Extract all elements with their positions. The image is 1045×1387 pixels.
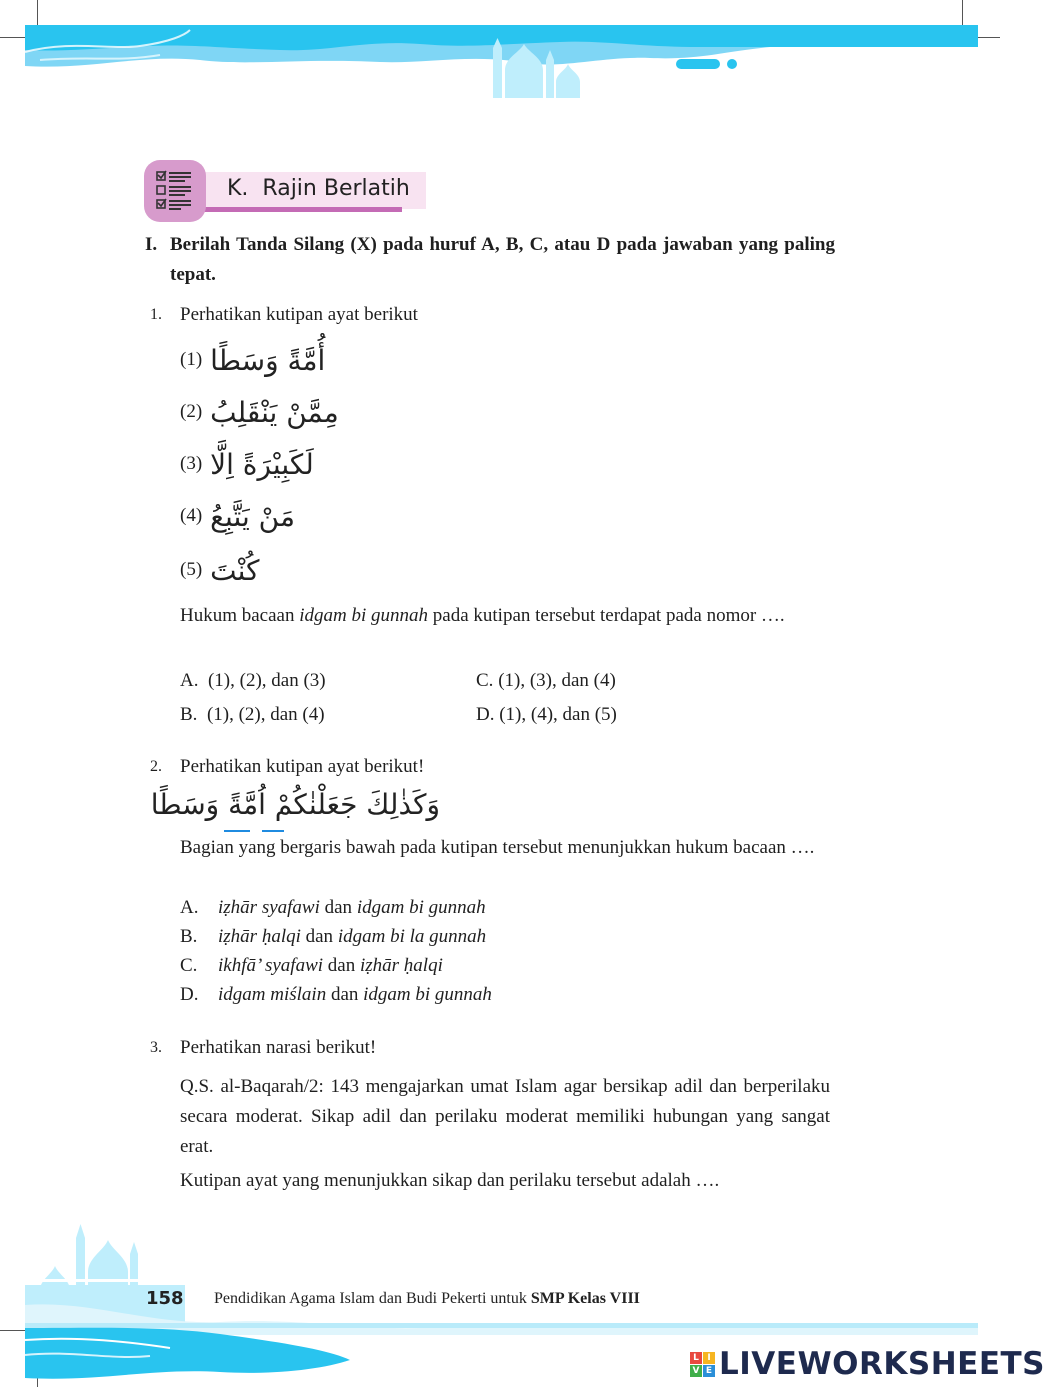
brand-logo-icon: L I V E	[690, 1352, 715, 1377]
pill-decoration	[676, 59, 720, 69]
verse-label: (5)	[180, 559, 203, 580]
underline-mark	[224, 830, 250, 832]
question-prompt: Perhatikan kutipan ayat berikut	[180, 304, 418, 325]
term-italic: idgam bi gunnah	[299, 605, 429, 626]
verse-item	[180, 340, 325, 380]
verse-arabic: مِمَّنْ يَنْقَلِبُ	[210, 395, 339, 429]
answer-option[interactable]: C. ikhfā’ syafawi dan iẓhār ḥalqi	[180, 955, 443, 976]
verse-arabic: مَنْ يَتَّبِعُ	[210, 499, 295, 533]
question-number: 1.	[150, 306, 162, 323]
verse-label: (3)	[180, 453, 203, 474]
verse-item	[180, 392, 339, 432]
verse-arabic: أُمَّةً وَسَطًا	[210, 343, 326, 377]
underline-mark	[262, 830, 284, 832]
question-number: 3.	[150, 1039, 162, 1056]
brand-name: LIVEWORKSHEETS	[719, 1346, 1045, 1382]
verse-item	[180, 444, 314, 484]
verse-item	[180, 550, 259, 590]
page-number: 158	[146, 1288, 184, 1309]
verse-arabic: وَكَذٰلِكَ جَعَلْنٰكُمْ اُمَّةً وَسَطًا	[150, 788, 440, 821]
answer-option[interactable]: B. (1), (2), dan (4)	[180, 704, 325, 725]
checklist-icon	[144, 160, 206, 222]
narrative-text: Q.S. al-Baqarah/2: 143 mengajarkan umat Islam agar bersikap adil dan berperilaku secara moderat. Sikap adil dan perilaku moderat memiliki hubungan yang sangat erat.	[180, 1076, 830, 1157]
question-prompt: Perhatikan narasi berikut!	[180, 1037, 377, 1058]
question-stem: Kutipan ayat yang menunjukkan sikap dan perilaku tersebut adalah ….	[180, 1170, 720, 1191]
question-prompt: Perhatikan kutipan ayat berikut!	[180, 756, 425, 777]
instruction-numeral: I.	[145, 234, 158, 255]
section-title: K. Rajin Berlatih	[227, 176, 410, 201]
question-stem: Hukum bacaan idgam bi gunnah pada kutipan tersebut terdapat pada nomor ….	[180, 605, 785, 626]
header-banner	[0, 0, 1000, 110]
verse-item	[180, 496, 295, 536]
liveworksheets-logo[interactable]	[690, 1346, 1045, 1382]
answer-option[interactable]: A. iẓhār syafawi dan idgam bi gunnah	[180, 897, 486, 918]
instruction-text: Berilah Tanda Silang (X) pada huruf A, B, C, atau D pada jawaban yang paling tepat.	[170, 234, 835, 285]
question-stem: Bagian yang bergaris bawah pada kutipan tersebut menunjukkan hukum bacaan ….	[180, 837, 815, 858]
answer-option[interactable]: B. iẓhār ḥalqi dan idgam bi la gunnah	[180, 926, 487, 947]
dot-decoration	[727, 59, 737, 69]
section-header	[144, 160, 434, 222]
verse-label: (1)	[180, 349, 203, 370]
answer-option[interactable]: D. (1), (4), dan (5)	[476, 704, 617, 725]
question-number: 2.	[150, 758, 162, 775]
answer-option[interactable]: A. (1), (2), dan (3)	[180, 670, 326, 691]
verse-label: (2)	[180, 401, 203, 422]
answer-option[interactable]: C. (1), (3), dan (4)	[476, 670, 616, 691]
verse-arabic: لَكَبِيْرَةً اِلَّا	[210, 447, 314, 481]
book-title: Pendidikan Agama Islam dan Budi Pekerti untuk SMP Kelas VIII	[214, 1290, 640, 1307]
verse-arabic: كُنْتَ	[210, 553, 260, 587]
answer-option[interactable]: D. idgam miślain dan idgam bi gunnah	[180, 984, 492, 1005]
verse-label: (4)	[180, 505, 203, 526]
